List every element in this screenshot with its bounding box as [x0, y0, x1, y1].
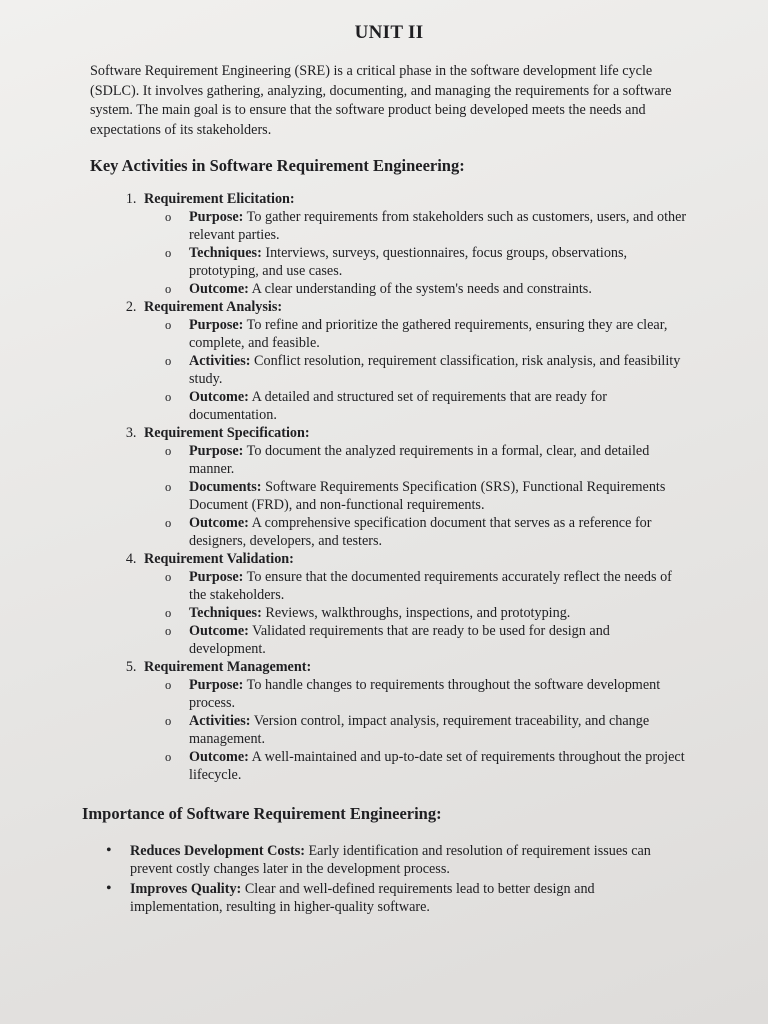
intro-paragraph: Software Requirement Engineering (SRE) is a critical phase in the software development life cycle (SDLC). It involves gathering, analyzing, documenting, and managing the requirements for a software system. The main goal is to ensure that the software product being developed meets the needs and expectations of its stakeholders.: [90, 63, 672, 138]
activity-point: [189, 748, 690, 784]
key-activities-heading: Key Activities in Software Requirement Engineering:: [90, 156, 465, 175]
activity-points: [144, 316, 690, 424]
point-text: To gather requirements from stakeholders such as customers, users, and other relevant parties.: [189, 209, 687, 243]
point-text: A comprehensive specification document that serves as a reference for designers, developers, and testers.: [189, 515, 652, 549]
activity-point: [189, 352, 690, 388]
point-text: Validated requirements that are ready to be used for design and development.: [189, 623, 610, 657]
point-text: To handle changes to requirements throughout the software development process.: [189, 677, 661, 711]
activity-point: [189, 712, 690, 748]
point-text: A detailed and structured set of requirements that are ready for documentation.: [189, 389, 607, 423]
point-text: Version control, impact analysis, requirement traceability, and change management.: [189, 713, 650, 747]
point-label: Purpose:: [189, 677, 244, 693]
activity-point: [189, 604, 690, 622]
activity-point: [189, 568, 690, 604]
activity-point: [189, 514, 690, 550]
point-text: To refine and prioritize the gathered requirements, ensuring they are clear, complete, and feasible.: [189, 317, 668, 351]
activity-points: [144, 442, 690, 550]
activity-title: Requirement Specification:: [144, 425, 310, 441]
activity-points: [144, 208, 690, 298]
importance-heading: Importance of Software Requirement Engineering:: [82, 804, 442, 823]
point-text: To ensure that the documented requirements accurately reflect the needs of the stakeholders.: [189, 569, 672, 603]
point-label: Outcome:: [189, 281, 249, 297]
activity-point: [189, 622, 690, 658]
importance-item: [130, 880, 690, 916]
point-label: Outcome:: [189, 623, 249, 639]
importance-list: [88, 842, 690, 916]
unit-title: UNIT II: [354, 22, 424, 43]
importance-item: [130, 842, 690, 878]
activity-point: [189, 244, 690, 280]
importance-label: Reduces Development Costs:: [130, 843, 305, 859]
activity-point: [189, 478, 690, 514]
point-label: Outcome:: [189, 389, 249, 405]
point-label: Activities:: [189, 353, 251, 369]
activity-item: [140, 550, 690, 658]
activity-title: Requirement Validation:: [144, 551, 294, 567]
point-text: Conflict resolution, requirement classification, risk analysis, and feasibility study.: [189, 353, 681, 387]
activity-point: [189, 442, 690, 478]
point-text: A well-maintained and up-to-date set of requirements throughout the project lifecycle.: [189, 749, 685, 783]
importance-label: Improves Quality:: [130, 881, 242, 897]
point-text: A clear understanding of the system's needs and constraints.: [248, 281, 592, 297]
activity-point: [189, 280, 690, 298]
point-label: Documents:: [189, 479, 262, 495]
activity-points: [144, 676, 690, 784]
point-label: Activities:: [189, 713, 251, 729]
point-text: To document the analyzed requirements in a formal, clear, and detailed manner.: [189, 443, 650, 477]
point-text: Reviews, walkthroughs, inspections, and prototyping.: [261, 605, 571, 621]
activity-point: [189, 316, 690, 352]
point-label: Purpose:: [189, 317, 244, 333]
activity-point: [189, 388, 690, 424]
point-label: Techniques:: [189, 245, 262, 261]
activity-point: [189, 208, 690, 244]
activity-item: [140, 658, 690, 784]
activity-title: Requirement Elicitation:: [144, 191, 295, 207]
activity-points: [144, 568, 690, 658]
point-label: Techniques:: [189, 605, 262, 621]
point-text: Software Requirements Specification (SRS), Functional Requirements Document (FRD), and non-functional requirements.: [189, 479, 666, 513]
importance-text: Clear and well-defined requirements lead to better design and implementation, resulting in higher-quality software.: [130, 881, 595, 915]
activity-item: [140, 424, 690, 550]
point-text: Interviews, surveys, questionnaires, focus groups, observations, prototyping, and use cases.: [189, 245, 628, 279]
activity-title: Requirement Analysis:: [144, 299, 283, 315]
activity-point: [189, 676, 690, 712]
key-activities-list: [88, 190, 690, 784]
point-label: Purpose:: [189, 569, 244, 585]
point-label: Outcome:: [189, 515, 249, 531]
importance-text: Early identification and resolution of requirement issues can prevent costly changes later in the development process.: [130, 843, 651, 877]
point-label: Outcome:: [189, 749, 249, 765]
point-label: Purpose:: [189, 209, 244, 225]
point-label: Purpose:: [189, 443, 244, 459]
activity-item: [140, 190, 690, 298]
activity-title: Requirement Management:: [144, 659, 312, 675]
activity-item: [140, 298, 690, 424]
